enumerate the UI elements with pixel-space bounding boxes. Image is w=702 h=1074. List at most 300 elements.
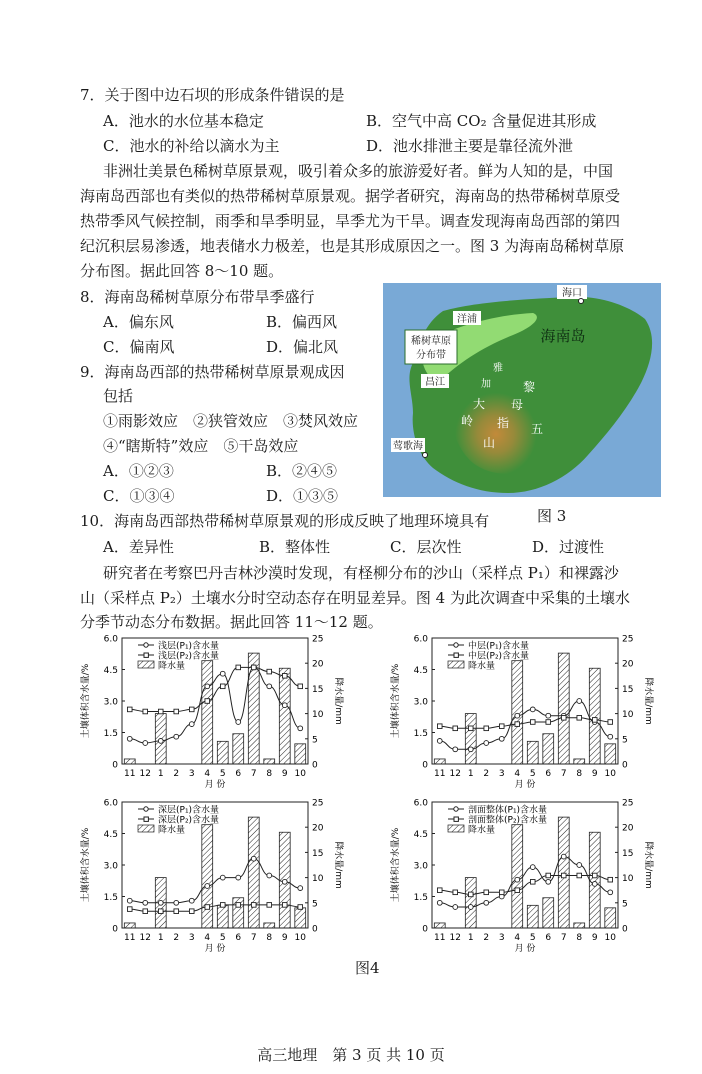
mountain-label-shan: 山 — [483, 436, 496, 450]
y-tick-label: 6.0 — [413, 634, 428, 645]
y2-tick-label: 25 — [622, 798, 634, 809]
mountain-label-wu: 五 — [531, 422, 544, 436]
x-axis-label: 月 份 — [514, 780, 536, 790]
precipitation-bar — [543, 734, 554, 764]
legend-label: 深层(P₁)含水量 — [158, 805, 220, 816]
x-tick-label: 2 — [173, 933, 180, 943]
y-tick-label: 0 — [422, 924, 428, 935]
x-tick-label: 6 — [545, 933, 552, 943]
precipitation-bar — [527, 741, 538, 764]
island-name: 海南岛 — [540, 327, 586, 345]
q10-option-a: A．差异性 — [103, 538, 174, 556]
precipitation-bar — [605, 744, 616, 764]
y2-tick-label: 15 — [622, 848, 634, 859]
data-point-square — [499, 890, 504, 895]
y-tick-label: 1.5 — [103, 729, 118, 739]
intro1-line-1: 非洲壮美景色稀树草原景观，吸引着众多的旅游爱好者。鲜为人知的是，中国 — [103, 162, 614, 180]
haikou-label: 海口 — [562, 288, 582, 299]
x-tick-label: 11 — [434, 769, 446, 779]
data-point-square — [143, 909, 148, 914]
data-point-square — [189, 909, 194, 914]
data-point-square — [158, 909, 163, 914]
precipitation-bar — [217, 741, 228, 764]
y-tick-label: 6.0 — [103, 634, 118, 645]
intro2-line-1: 研究者在考察巴丹吉林沙漠时发现，有柽柳分布的沙山（采样点 P₁）和裸露沙 — [103, 564, 619, 582]
data-point-square — [608, 720, 613, 725]
data-point-square — [468, 726, 473, 731]
precipitation-bar — [512, 825, 523, 928]
data-point-circle — [143, 741, 148, 746]
intro1-line-3: 热带季风气候控制，雨季和旱季明显，旱季尤为干旱。调查发现海南岛西部的第四 — [80, 212, 621, 230]
precipitation-bar — [574, 759, 585, 764]
data-point-circle — [236, 720, 241, 725]
data-point-square — [298, 684, 303, 689]
legend-label: 降水量 — [468, 661, 496, 672]
x-tick-label: 10 — [604, 933, 616, 943]
yinggehai-dot — [423, 453, 428, 458]
data-point-square — [530, 720, 535, 725]
x-tick-label: 3 — [498, 933, 505, 943]
x-tick-label: 9 — [281, 769, 288, 779]
data-point-square — [220, 684, 225, 689]
data-point-circle — [499, 736, 504, 741]
y2-axis-label: 降水量/mm — [333, 841, 343, 889]
y-tick-label: 3.0 — [413, 861, 428, 872]
data-point-square — [437, 724, 442, 729]
data-point-square — [484, 726, 489, 731]
data-point-circle — [484, 741, 489, 746]
q8-option-b: B．偏西风 — [266, 313, 338, 331]
q8-option-d: D．偏北风 — [266, 338, 339, 356]
precipitation-bar — [217, 905, 228, 928]
precipitation-bar — [264, 923, 275, 928]
y-tick-label: 6.0 — [413, 798, 428, 809]
intro2-line-2: 山（采样点 P₂）土壤水分时空动态存在明显差异。图 4 为此次调查中采集的土壤水 — [80, 589, 630, 607]
legend-label-1: 稀树草原 — [411, 336, 451, 347]
q8-option-c: C．偏南风 — [103, 338, 175, 356]
data-point-square — [499, 724, 504, 729]
x-tick-label: 8 — [266, 933, 273, 943]
data-point-circle — [205, 684, 210, 689]
x-tick-label: 5 — [219, 769, 226, 779]
y-tick-label: 4.5 — [413, 666, 428, 676]
x-tick-label: 7 — [560, 769, 567, 779]
x-tick-label: 7 — [250, 769, 257, 779]
x-tick-label: 4 — [204, 769, 211, 779]
data-point-square — [158, 709, 163, 714]
chart-middle-layer — [380, 632, 653, 790]
legend-marker-circle — [454, 807, 458, 811]
data-point-square — [267, 669, 272, 674]
data-point-circle — [282, 879, 287, 884]
data-point-circle — [484, 900, 489, 905]
data-point-square — [608, 877, 613, 882]
x-tick-label: 11 — [124, 769, 136, 779]
legend-label-2: 分布带 — [416, 350, 446, 361]
x-tick-label: 10 — [294, 769, 306, 779]
legend-marker-circle — [144, 643, 148, 647]
y2-tick-label: 15 — [312, 848, 324, 859]
x-tick-label: 1 — [467, 769, 474, 779]
data-point-circle — [453, 905, 458, 910]
data-point-circle — [530, 707, 535, 712]
precipitation-bar — [558, 653, 569, 764]
x-tick-label: 2 — [173, 769, 180, 779]
data-point-circle — [158, 900, 163, 905]
data-point-square — [127, 907, 132, 912]
legend-swatch-bar — [448, 825, 464, 832]
y2-axis-label: 降水量/mm — [643, 841, 653, 889]
mountain-label-mu: 母 — [511, 398, 524, 412]
x-tick-label: 9 — [591, 933, 598, 943]
legend-swatch-bar — [448, 661, 464, 668]
intro1-line-4: 纪沉积层易渗透，地表储水力极差，也是其形成原因之一。图 3 为海南岛稀树草原 — [80, 237, 625, 255]
legend-marker-square — [454, 653, 458, 657]
data-point-square — [174, 909, 179, 914]
data-point-circle — [127, 736, 132, 741]
data-point-circle — [267, 684, 272, 689]
y-axis-label: 土壤体积含水量/% — [81, 827, 91, 903]
x-tick-label: 1 — [157, 933, 164, 943]
data-point-square — [515, 722, 520, 727]
q10-option-b: B．整体性 — [259, 538, 331, 556]
q9-option-b: B．②④⑤ — [266, 462, 338, 480]
q9-list-2: ④“瞎斯特”效应 ⑤干岛效应 — [103, 437, 299, 455]
legend-label: 降水量 — [158, 825, 186, 836]
data-point-square — [236, 903, 241, 908]
data-point-circle — [220, 875, 225, 880]
yinggehai-label: 莺歌海 — [393, 441, 423, 452]
x-tick-label: 4 — [514, 933, 521, 943]
y2-tick-label: 10 — [312, 710, 324, 721]
q8-stem: 8．海南岛稀树草原分布带旱季盛行 — [80, 288, 315, 306]
precipitation-bar — [543, 898, 554, 928]
x-tick-label: 4 — [204, 933, 211, 943]
x-tick-label: 8 — [576, 933, 583, 943]
x-tick-label: 8 — [576, 769, 583, 779]
mountain-label-ling: 岭 — [461, 414, 474, 428]
data-point-square — [143, 709, 148, 714]
data-point-circle — [282, 703, 287, 708]
data-point-circle — [515, 713, 520, 718]
data-point-circle — [577, 863, 582, 868]
x-tick-label: 12 — [449, 933, 461, 943]
x-tick-label: 6 — [235, 769, 242, 779]
y2-tick-label: 0 — [312, 760, 318, 771]
legend-swatch-bar — [138, 825, 154, 832]
x-axis-label: 月 份 — [514, 944, 536, 954]
q9-list-1: ①雨影效应 ②狭管效应 ③焚风效应 — [103, 412, 359, 430]
x-tick-label: 7 — [250, 933, 257, 943]
data-point-square — [220, 903, 225, 908]
x-tick-label: 4 — [514, 769, 521, 779]
data-point-circle — [236, 875, 241, 880]
q9-stem: 9．海南岛西部的热带稀树草原景观成因 — [80, 363, 345, 381]
y2-axis-label: 降水量/mm — [643, 677, 653, 725]
y-tick-label: 0 — [112, 924, 118, 935]
data-point-square — [530, 880, 535, 885]
x-tick-label: 2 — [483, 933, 490, 943]
y-tick-label: 4.5 — [413, 830, 428, 840]
y2-tick-label: 5 — [622, 899, 628, 910]
data-point-circle — [143, 900, 148, 905]
data-point-square — [174, 709, 179, 714]
y2-tick-label: 20 — [622, 659, 634, 670]
precipitation-bar — [202, 825, 213, 928]
data-point-circle — [437, 900, 442, 905]
data-point-circle — [220, 671, 225, 676]
precipitation-bar — [295, 908, 306, 928]
x-tick-label: 5 — [529, 769, 536, 779]
page-footer: 高三地理 第 3 页 共 10 页 — [257, 1046, 445, 1064]
x-tick-label: 10 — [604, 769, 616, 779]
data-point-square — [437, 888, 442, 893]
precipitation-bar — [264, 759, 275, 764]
y-tick-label: 1.5 — [413, 729, 428, 739]
precipitation-bar — [574, 923, 585, 928]
data-point-square — [236, 665, 241, 670]
data-point-square — [592, 718, 597, 723]
legend-label: 降水量 — [468, 825, 496, 836]
data-point-circle — [189, 898, 194, 903]
data-point-circle — [530, 865, 535, 870]
data-point-square — [453, 726, 458, 731]
precipitation-bar — [124, 759, 135, 764]
legend-swatch-bar — [138, 661, 154, 668]
legend-marker-circle — [144, 807, 148, 811]
y-tick-label: 0 — [112, 760, 118, 771]
x-tick-label: 10 — [294, 933, 306, 943]
y-tick-label: 3.0 — [103, 861, 118, 872]
x-tick-label: 3 — [498, 769, 505, 779]
q10-option-c: C．层次性 — [390, 538, 462, 556]
hainan-savanna-map — [383, 283, 661, 497]
precipitation-bar — [589, 832, 600, 928]
x-tick-label: 2 — [483, 769, 490, 779]
y-tick-label: 3.0 — [103, 697, 118, 708]
mountain-label-ya: 雅 — [493, 363, 503, 374]
data-point-square — [577, 873, 582, 878]
y-axis-label: 土壤体积含水量/% — [391, 827, 401, 903]
y2-tick-label: 25 — [622, 634, 634, 645]
data-point-circle — [205, 884, 210, 889]
y2-tick-label: 15 — [312, 684, 324, 695]
chart-deep-layer — [70, 796, 343, 954]
data-point-square — [267, 903, 272, 908]
q9-option-d: D．①③⑤ — [266, 487, 339, 505]
mountain-label-jia: 加 — [481, 379, 491, 390]
data-point-square — [577, 716, 582, 721]
q10-option-d: D．过渡性 — [532, 538, 605, 556]
y-tick-label: 0 — [422, 760, 428, 771]
data-point-square — [546, 720, 551, 725]
legend-label: 浅层(P₂)含水量 — [158, 651, 220, 662]
q10-stem: 10．海南岛西部热带稀树草原景观的形成反映了地理环境具有 — [80, 512, 490, 530]
precipitation-bar — [233, 734, 244, 764]
y2-tick-label: 5 — [622, 735, 628, 746]
data-point-circle — [158, 739, 163, 744]
q7-option-b: B．空气中高 CO₂ 含量促进其形成 — [366, 112, 597, 130]
precipitation-bar — [589, 668, 600, 764]
yangpu-label: 洋浦 — [457, 314, 477, 325]
y2-tick-label: 25 — [312, 634, 324, 645]
data-point-circle — [468, 905, 473, 910]
legend-label: 深层(P₂)含水量 — [158, 815, 220, 826]
x-tick-label: 1 — [157, 769, 164, 779]
x-tick-label: 11 — [124, 933, 136, 943]
precipitation-bar — [512, 661, 523, 764]
data-point-square — [127, 707, 132, 712]
x-tick-label: 12 — [139, 933, 151, 943]
precipitation-bar — [434, 923, 445, 928]
x-tick-label: 1 — [467, 933, 474, 943]
precipitation-bar — [295, 744, 306, 764]
data-point-circle — [267, 873, 272, 878]
data-point-square — [484, 890, 489, 895]
legend-marker-square — [454, 817, 458, 821]
legend-label: 中层(P₁)含水量 — [468, 641, 530, 652]
y2-tick-label: 0 — [622, 760, 628, 771]
y2-tick-label: 20 — [312, 659, 324, 670]
mountain-label-da: 大 — [473, 397, 486, 411]
y2-tick-label: 10 — [622, 874, 634, 885]
legend-label: 降水量 — [158, 661, 186, 672]
intro1-line-2: 海南岛西部也有类似的热带稀树草原景观。据学者研究，海南岛的热带稀树草原受 — [80, 187, 621, 205]
x-axis-label: 月 份 — [204, 944, 226, 954]
data-point-square — [205, 699, 210, 704]
data-point-circle — [189, 722, 194, 727]
precipitation-bar — [202, 661, 213, 764]
precipitation-bar — [434, 759, 445, 764]
y2-tick-label: 20 — [622, 823, 634, 834]
chart-shallow-layer — [70, 632, 343, 790]
x-tick-label: 9 — [281, 933, 288, 943]
precipitation-bar — [465, 714, 476, 764]
data-point-circle — [561, 854, 566, 859]
precipitation-bar — [465, 878, 476, 928]
y2-tick-label: 10 — [312, 874, 324, 885]
y2-tick-label: 0 — [312, 924, 318, 935]
data-point-circle — [608, 890, 613, 895]
data-point-square — [282, 674, 287, 679]
data-point-square — [592, 873, 597, 878]
q7-stem: 7．关于图中边石坝的形成条件错误的是 — [80, 86, 345, 104]
changjiang-label: 昌江 — [425, 377, 445, 388]
data-point-circle — [298, 726, 303, 731]
y2-tick-label: 0 — [622, 924, 628, 935]
intro2-line-3: 分季节动态分布数据。据此回答 11～12 题。 — [80, 613, 383, 631]
legend-label: 剖面整体(P₂)含水量 — [468, 815, 548, 826]
precipitation-bar — [279, 668, 290, 764]
x-tick-label: 9 — [591, 769, 598, 779]
x-tick-label: 6 — [235, 933, 242, 943]
x-tick-label: 5 — [219, 933, 226, 943]
data-point-circle — [468, 747, 473, 752]
data-point-circle — [127, 898, 132, 903]
data-point-square — [561, 873, 566, 878]
data-point-circle — [174, 734, 179, 739]
x-tick-label: 7 — [560, 933, 567, 943]
y-tick-label: 6.0 — [103, 798, 118, 809]
q7-option-d: D．池水排泄主要是靠径流外泄 — [366, 137, 574, 155]
x-axis-label: 月 份 — [204, 780, 226, 790]
data-point-square — [282, 903, 287, 908]
x-tick-label: 12 — [139, 769, 151, 779]
q8-option-a: A．偏东风 — [103, 313, 174, 331]
haikou-dot — [579, 299, 584, 304]
y2-tick-label: 15 — [622, 684, 634, 695]
fig3-caption: 图 3 — [537, 507, 567, 525]
q9-option-c: C．①③④ — [103, 487, 175, 505]
legend-marker-square — [144, 817, 148, 821]
data-point-square — [561, 716, 566, 721]
y2-tick-label: 25 — [312, 798, 324, 809]
intro1-line-5: 分布图。据此回答 8～10 题。 — [80, 262, 284, 280]
y2-axis-label: 降水量/mm — [333, 677, 343, 725]
data-point-square — [251, 903, 256, 908]
x-tick-label: 12 — [449, 769, 461, 779]
data-point-circle — [437, 739, 442, 744]
y2-tick-label: 10 — [622, 710, 634, 721]
y-tick-label: 1.5 — [103, 893, 118, 903]
x-tick-label: 6 — [545, 769, 552, 779]
legend-marker-circle — [454, 643, 458, 647]
data-point-circle — [298, 886, 303, 891]
data-point-circle — [608, 734, 613, 739]
data-point-circle — [453, 747, 458, 752]
q7-option-a: A．池水的水位基本稳定 — [103, 112, 264, 130]
y-axis-label: 土壤体积含水量/% — [81, 663, 91, 739]
q9-option-a: A．①②③ — [103, 462, 174, 480]
legend-label: 浅层(P₁)含水量 — [158, 641, 220, 652]
x-tick-label: 3 — [188, 933, 195, 943]
legend-marker-square — [144, 653, 148, 657]
data-point-circle — [546, 713, 551, 718]
fig4-caption: 图4 — [355, 959, 380, 977]
data-point-square — [546, 873, 551, 878]
mountain-label-li: 黎 — [523, 380, 536, 394]
data-point-square — [205, 905, 210, 910]
data-point-circle — [174, 900, 179, 905]
y-tick-label: 3.0 — [413, 697, 428, 708]
data-point-circle — [251, 856, 256, 861]
data-point-square — [298, 905, 303, 910]
x-tick-label: 11 — [434, 933, 446, 943]
y2-tick-label: 20 — [312, 823, 324, 834]
x-tick-label: 8 — [266, 769, 273, 779]
precipitation-bar — [605, 908, 616, 928]
data-point-circle — [577, 699, 582, 704]
mountain-label-zhi: 指 — [497, 416, 510, 430]
x-tick-label: 5 — [529, 933, 536, 943]
data-point-circle — [546, 879, 551, 884]
y-tick-label: 1.5 — [413, 893, 428, 903]
legend-label: 剖面整体(P₁)含水量 — [468, 805, 548, 816]
y-tick-label: 4.5 — [103, 830, 118, 840]
legend-label: 中层(P₂)含水量 — [468, 651, 530, 662]
q9-stem-2: 包括 — [103, 387, 134, 405]
data-point-square — [515, 888, 520, 893]
chart-whole-profile — [380, 796, 653, 954]
data-point-circle — [515, 877, 520, 882]
y-axis-label: 土壤体积含水量/% — [391, 663, 401, 739]
data-point-square — [453, 890, 458, 895]
data-point-square — [251, 665, 256, 670]
x-tick-label: 3 — [188, 769, 195, 779]
data-point-circle — [592, 882, 597, 887]
data-point-square — [468, 892, 473, 897]
series-line — [130, 667, 301, 711]
